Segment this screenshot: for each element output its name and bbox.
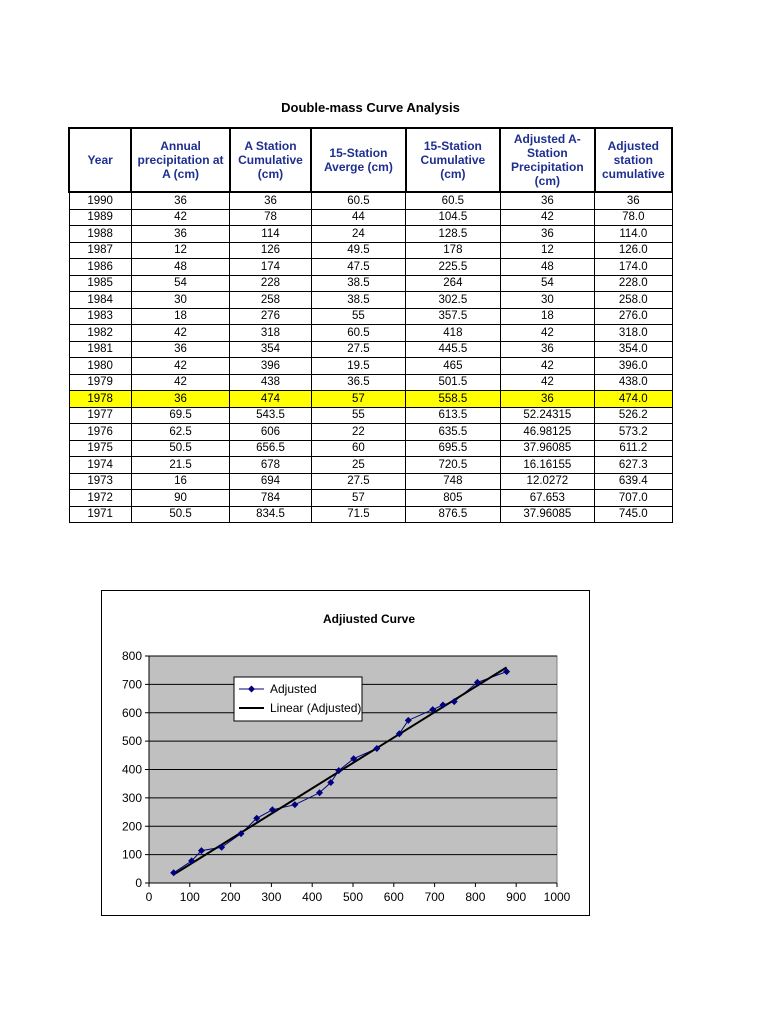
table-row: [69, 391, 672, 408]
table-cell: 60.5: [311, 192, 405, 209]
table-cell: 627.3: [595, 457, 672, 474]
table-cell: 36: [230, 192, 311, 209]
data-table: [68, 127, 673, 523]
table-cell: 1977: [69, 407, 131, 424]
table-cell: 558.5: [406, 391, 500, 408]
table-row: [69, 490, 672, 507]
table-cell: 16.16155: [500, 457, 594, 474]
table-cell: 42: [131, 374, 229, 391]
table-cell: 1974: [69, 457, 131, 474]
header-adjusted-precipitation: Adjusted A-Station Precipitation (cm): [500, 128, 594, 192]
table-cell: 30: [131, 292, 229, 309]
table-cell: 1982: [69, 325, 131, 342]
table-cell: 720.5: [406, 457, 500, 474]
chart-svg: [102, 591, 589, 915]
x-tick-label: 200: [220, 890, 241, 904]
x-tick-label: 900: [506, 890, 527, 904]
x-tick-label: 400: [302, 890, 323, 904]
table-cell: 48: [131, 259, 229, 276]
table-cell: 1986: [69, 259, 131, 276]
table-cell: 54: [500, 275, 594, 292]
table-cell: 114.0: [595, 226, 672, 243]
y-tick-label: 600: [121, 705, 142, 720]
table-cell: 50.5: [131, 506, 229, 523]
table-cell: 1971: [69, 506, 131, 523]
table-cell: 1987: [69, 242, 131, 259]
table-cell: 104.5: [406, 209, 500, 226]
table-cell: 635.5: [406, 424, 500, 441]
table-cell: 44: [311, 209, 405, 226]
y-tick-label: 500: [121, 734, 142, 749]
table-cell: 613.5: [406, 407, 500, 424]
table-cell: 48: [500, 259, 594, 276]
table-row: [69, 341, 672, 358]
table-cell: 1979: [69, 374, 131, 391]
table-row: [69, 506, 672, 523]
table-cell: 36.5: [311, 374, 405, 391]
table-cell: 438.0: [595, 374, 672, 391]
table-row: [69, 440, 672, 457]
table-cell: 1985: [69, 275, 131, 292]
table-cell: 69.5: [131, 407, 229, 424]
table-cell: 12: [500, 242, 594, 259]
table-cell: 42: [500, 325, 594, 342]
table-cell: 19.5: [311, 358, 405, 375]
table-row: [69, 308, 672, 325]
table-cell: 38.5: [311, 275, 405, 292]
table-cell: 354: [230, 341, 311, 358]
table-cell: 60.5: [311, 325, 405, 342]
table-row: [69, 358, 672, 375]
y-tick-label: 700: [121, 677, 142, 692]
table-cell: 47.5: [311, 259, 405, 276]
y-tick-label: 100: [121, 847, 142, 862]
table-cell: 78: [230, 209, 311, 226]
x-tick-label: 300: [261, 890, 282, 904]
table-row: [69, 192, 672, 209]
table-cell: 465: [406, 358, 500, 375]
table-cell: 54: [131, 275, 229, 292]
table-cell: 707.0: [595, 490, 672, 507]
table-cell: 22: [311, 424, 405, 441]
table-cell: 178: [406, 242, 500, 259]
table-cell: 18: [131, 308, 229, 325]
table-cell: 606: [230, 424, 311, 441]
table-cell: 71.5: [311, 506, 405, 523]
table-cell: 1975: [69, 440, 131, 457]
table-row: [69, 325, 672, 342]
table-cell: 1984: [69, 292, 131, 309]
table-body: [69, 192, 672, 523]
table-cell: 18: [500, 308, 594, 325]
table-cell: 90: [131, 490, 229, 507]
table-cell: 60.5: [406, 192, 500, 209]
table-cell: 42: [131, 325, 229, 342]
table-cell: 46.98125: [500, 424, 594, 441]
table-row: [69, 209, 672, 226]
table-cell: 78.0: [595, 209, 672, 226]
table-header-row: [69, 128, 672, 192]
table-cell: 62.5: [131, 424, 229, 441]
header-year: Year: [69, 128, 131, 192]
table-cell: 37.96085: [500, 506, 594, 523]
table-cell: 225.5: [406, 259, 500, 276]
table-cell: 36: [131, 341, 229, 358]
table-cell: 36: [131, 391, 229, 408]
table-title: Double-mass Curve Analysis: [281, 100, 460, 115]
table-cell: 258: [230, 292, 311, 309]
table-cell: 501.5: [406, 374, 500, 391]
table-cell: 42: [500, 374, 594, 391]
table-row: [69, 374, 672, 391]
table-row: [69, 226, 672, 243]
table-cell: 784: [230, 490, 311, 507]
table-cell: 36: [500, 192, 594, 209]
y-tick-label: 800: [121, 649, 142, 663]
table-cell: 318.0: [595, 325, 672, 342]
table-cell: 42: [500, 358, 594, 375]
table-cell: 438: [230, 374, 311, 391]
table-cell: 1973: [69, 473, 131, 490]
table-cell: 52.24315: [500, 407, 594, 424]
header-adjusted-cumulative: Adjusted station cumulative: [595, 128, 672, 192]
table-cell: 12.0272: [500, 473, 594, 490]
table-cell: 55: [311, 407, 405, 424]
x-tick-label: 800: [465, 890, 486, 904]
table-cell: 27.5: [311, 341, 405, 358]
table-cell: 445.5: [406, 341, 500, 358]
table-cell: 876.5: [406, 506, 500, 523]
table-cell: 36: [500, 226, 594, 243]
table-cell: 318: [230, 325, 311, 342]
table-cell: 126.0: [595, 242, 672, 259]
table-cell: 27.5: [311, 473, 405, 490]
x-tick-label: 500: [342, 890, 364, 904]
table-cell: 126: [230, 242, 311, 259]
x-tick-label: 1000: [543, 890, 571, 904]
y-tick-label: 200: [121, 819, 142, 834]
header-a-station-cumulative: A Station Cumulative (cm): [230, 128, 311, 192]
table-cell: 526.2: [595, 407, 672, 424]
table-cell: 36: [500, 341, 594, 358]
table-row: [69, 259, 672, 276]
table-cell: 36: [595, 192, 672, 209]
table-cell: 16: [131, 473, 229, 490]
table-cell: 695.5: [406, 440, 500, 457]
table-cell: 474.0: [595, 391, 672, 408]
table-cell: 42: [500, 209, 594, 226]
table-cell: 36: [131, 192, 229, 209]
table-cell: 50.5: [131, 440, 229, 457]
table-cell: 42: [131, 209, 229, 226]
table-cell: 748: [406, 473, 500, 490]
table-row: [69, 473, 672, 490]
table-cell: 258.0: [595, 292, 672, 309]
table-cell: 57: [311, 391, 405, 408]
table-cell: 1981: [69, 341, 131, 358]
table-cell: 1980: [69, 358, 131, 375]
table-cell: 302.5: [406, 292, 500, 309]
table-cell: 276: [230, 308, 311, 325]
table-cell: 396.0: [595, 358, 672, 375]
table-cell: 1990: [69, 192, 131, 209]
table-cell: 396: [230, 358, 311, 375]
table-cell: 656.5: [230, 440, 311, 457]
table-cell: 1978: [69, 391, 131, 408]
table-cell: 611.2: [595, 440, 672, 457]
table-cell: 678: [230, 457, 311, 474]
table-cell: 114: [230, 226, 311, 243]
legend-label-linear: Linear (Adjusted): [270, 701, 362, 715]
table-cell: 60: [311, 440, 405, 457]
table-cell: 694: [230, 473, 311, 490]
table-cell: 21.5: [131, 457, 229, 474]
table-cell: 228: [230, 275, 311, 292]
table-cell: 1988: [69, 226, 131, 243]
table-cell: 38.5: [311, 292, 405, 309]
table-cell: 639.4: [595, 473, 672, 490]
table-cell: 745.0: [595, 506, 672, 523]
header-15-station-cumulative: 15-Station Cumulative (cm): [406, 128, 500, 192]
table-cell: 57: [311, 490, 405, 507]
table-cell: 36: [131, 226, 229, 243]
table-cell: 30: [500, 292, 594, 309]
table-cell: 1976: [69, 424, 131, 441]
table-cell: 1989: [69, 209, 131, 226]
table-cell: 474: [230, 391, 311, 408]
table-row: [69, 457, 672, 474]
table-cell: 25: [311, 457, 405, 474]
y-tick-label: 400: [121, 762, 142, 777]
header-annual-precipitation: Annual precipitation at A (cm): [131, 128, 229, 192]
table-cell: 12: [131, 242, 229, 259]
table-cell: 543.5: [230, 407, 311, 424]
table-cell: 357.5: [406, 308, 500, 325]
table-cell: 128.5: [406, 226, 500, 243]
table-row: [69, 275, 672, 292]
table-row: [69, 407, 672, 424]
table-cell: 1972: [69, 490, 131, 507]
table-cell: 42: [131, 358, 229, 375]
y-tick-label: 300: [121, 790, 142, 805]
table-cell: 174.0: [595, 259, 672, 276]
table-cell: 418: [406, 325, 500, 342]
table-cell: 67.653: [500, 490, 594, 507]
table-row: [69, 292, 672, 309]
x-tick-label: 100: [179, 890, 200, 904]
table-cell: 834.5: [230, 506, 311, 523]
table-cell: 36: [500, 391, 594, 408]
x-tick-label: 700: [424, 890, 445, 904]
table-cell: 1983: [69, 308, 131, 325]
chart-container: [101, 590, 590, 916]
legend-label-adjusted: Adjusted: [270, 682, 317, 696]
table-cell: 55: [311, 308, 405, 325]
table-cell: 276.0: [595, 308, 672, 325]
table-cell: 264: [406, 275, 500, 292]
chart-title: Adjiusted Curve: [322, 612, 416, 626]
header-15-station-average: 15-Station Averge (cm): [311, 128, 405, 192]
x-tick-label: 0: [145, 890, 153, 904]
table-row: [69, 424, 672, 441]
y-tick-label: 0: [135, 876, 142, 890]
table-cell: 37.96085: [500, 440, 594, 457]
table-cell: 24: [311, 226, 405, 243]
table-cell: 49.5: [311, 242, 405, 259]
table-cell: 228.0: [595, 275, 672, 292]
table-cell: 174: [230, 259, 311, 276]
table-cell: 805: [406, 490, 500, 507]
table-row: [69, 242, 672, 259]
x-tick-label: 600: [383, 890, 404, 904]
table-cell: 573.2: [595, 424, 672, 441]
table-cell: 354.0: [595, 341, 672, 358]
